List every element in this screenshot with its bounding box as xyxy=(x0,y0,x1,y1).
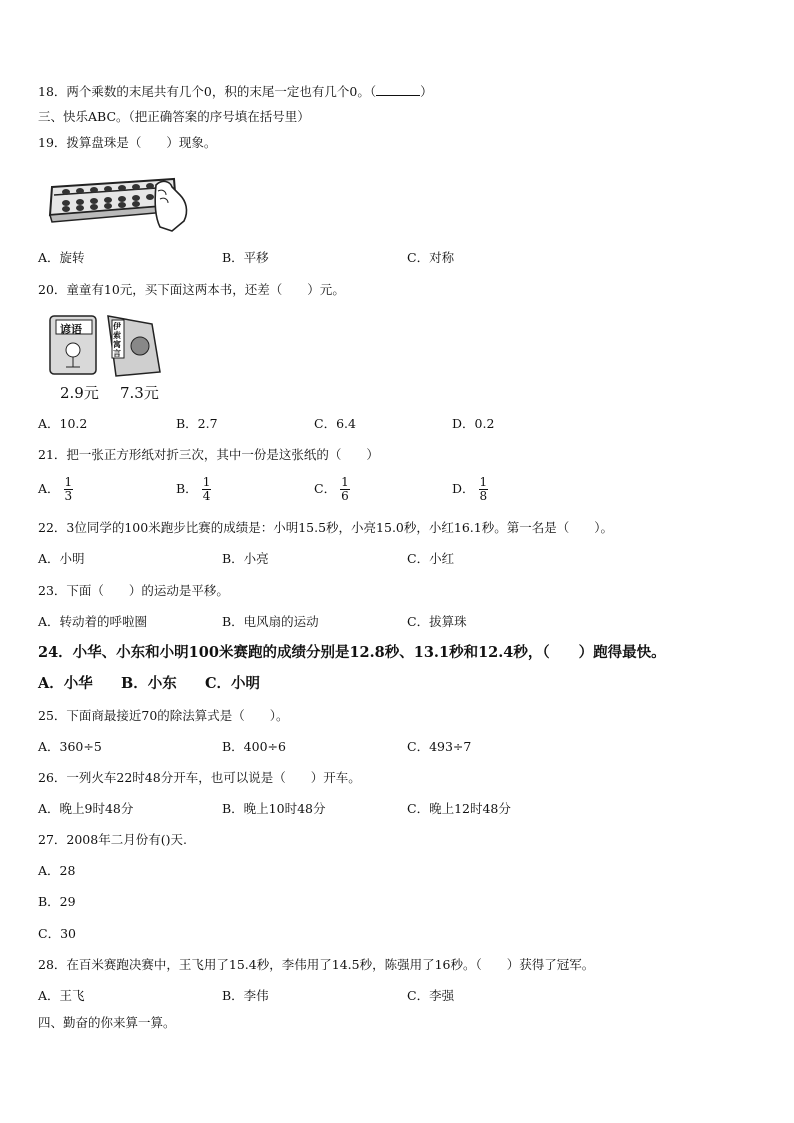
q21-option-d[interactable] xyxy=(452,476,488,503)
q25-option-b[interactable]: B．400÷6 xyxy=(222,739,286,754)
q21-option-d-label: D． xyxy=(452,481,475,496)
q26-option-c[interactable]: C．晚上12时48分 xyxy=(407,801,511,816)
q22-option-b[interactable]: B．小亮 xyxy=(222,551,269,566)
denominator: 3 xyxy=(64,489,73,503)
q20-option-c[interactable]: C．6.4 xyxy=(314,416,356,431)
q25-option-c[interactable]: C．493÷7 xyxy=(407,739,472,754)
q28-option-a[interactable]: A．王飞 xyxy=(38,988,85,1003)
q27-option-b[interactable]: B．29 xyxy=(38,894,76,909)
q24-option-a[interactable]: A．小华 xyxy=(38,675,93,692)
q20-option-d[interactable]: D．0.2 xyxy=(452,416,495,431)
book-1-price: 2.9元 xyxy=(60,384,99,402)
q21-option-a-label: A． xyxy=(38,481,60,496)
book-2-title: 伊索寓言 xyxy=(113,321,121,358)
q22-option-c[interactable]: C．小红 xyxy=(407,551,455,566)
fraction xyxy=(202,476,212,503)
numerator: 1 xyxy=(64,475,73,489)
denominator: 8 xyxy=(479,489,488,503)
q21-option-b[interactable] xyxy=(176,476,211,503)
question-18-close: ） xyxy=(420,84,433,99)
q21-option-c-label: C． xyxy=(314,481,337,496)
book-2-price: 7.3元 xyxy=(120,384,159,402)
q19-option-c[interactable]: C．对称 xyxy=(407,250,455,265)
numerator: 1 xyxy=(341,475,349,489)
q20-option-b[interactable]: B．2.7 xyxy=(176,416,218,431)
question-18-text: 18．两个乘数的末尾共有几个0，积的末尾一定也有几个0。（ xyxy=(38,84,377,99)
question-25-text: 25．下面商最接近70的除法算式是（ ）。 xyxy=(38,708,289,723)
q26-option-b[interactable]: B．晚上10时48分 xyxy=(222,801,326,816)
section-3-title: 三、快乐ABC。（把正确答案的序号填在括号里） xyxy=(38,109,310,124)
q23-option-a[interactable]: A．转动着的呼啦圈 xyxy=(38,614,148,629)
book-1-title: 谚语 xyxy=(60,323,82,336)
q27-option-a[interactable]: A．28 xyxy=(38,863,76,878)
question-20-text: 20．童童有10元，买下面这两本书，还差（ ）元。 xyxy=(38,282,345,297)
numerator: 1 xyxy=(202,475,211,489)
q25-option-a[interactable]: A．360÷5 xyxy=(38,739,102,754)
question-21-text: 21．把一张正方形纸对折三次，其中一份是这张纸的（ ） xyxy=(38,447,379,462)
question-19-text: 19．拨算盘珠是（ ）现象。 xyxy=(38,135,217,150)
question-18 xyxy=(38,84,433,100)
denominator: 6 xyxy=(341,489,349,503)
answer-blank[interactable] xyxy=(376,84,420,96)
fraction xyxy=(340,476,350,503)
q28-option-c[interactable]: C．李强 xyxy=(407,988,455,1003)
question-23-text: 23．下面（ ）的运动是平移。 xyxy=(38,583,229,598)
q21-option-b-label: B． xyxy=(176,481,198,496)
q28-option-b[interactable]: B．李伟 xyxy=(222,988,269,1003)
question-24-text: 24．小华、小东和小明100米赛跑的成绩分别是12.8秒、13.1秒和12.4秒，（ ）跑得最快。 xyxy=(38,644,666,661)
q24-option-b[interactable]: B．小东 xyxy=(121,675,177,692)
q23-option-b[interactable]: B．电风扇的运动 xyxy=(222,614,319,629)
q20-option-a[interactable]: A．10.2 xyxy=(38,416,88,431)
question-22-text: 22．3位同学的100米跑步比赛的成绩是：小明15.5秒，小亮15.0秒，小红16.1秒。第一名是（ ）。 xyxy=(38,520,613,535)
abacus-hand-image xyxy=(44,165,190,235)
section-4-title: 四、勤奋的你来算一算。 xyxy=(38,1015,176,1030)
q19-option-b[interactable]: B．平移 xyxy=(222,250,269,265)
question-28-text: 28．在百米赛跑决赛中，王飞用了15.4秒，李伟用了14.5秒，陈强用了16秒。（ ）获得了冠军。 xyxy=(38,957,595,972)
question-26-text: 26．一列火车22时48分开车，也可以说是（ ）开车。 xyxy=(38,770,361,785)
q22-option-a[interactable]: A．小明 xyxy=(38,551,85,566)
fraction xyxy=(64,476,74,503)
numerator: 1 xyxy=(479,475,488,489)
q26-option-a[interactable]: A．晚上9时48分 xyxy=(38,801,134,816)
fraction xyxy=(479,476,489,503)
q21-option-a[interactable] xyxy=(38,476,73,503)
denominator: 4 xyxy=(202,489,211,503)
q21-option-c[interactable] xyxy=(314,476,350,503)
q27-option-c[interactable]: C．30 xyxy=(38,926,76,941)
books-image xyxy=(46,312,166,402)
question-27-text: 27．2008年二月份有()天. xyxy=(38,832,187,847)
q19-option-a[interactable]: A．旋转 xyxy=(38,250,85,265)
q24-option-c[interactable]: C．小明 xyxy=(205,675,261,692)
q23-option-c[interactable]: C．拔算珠 xyxy=(407,614,467,629)
